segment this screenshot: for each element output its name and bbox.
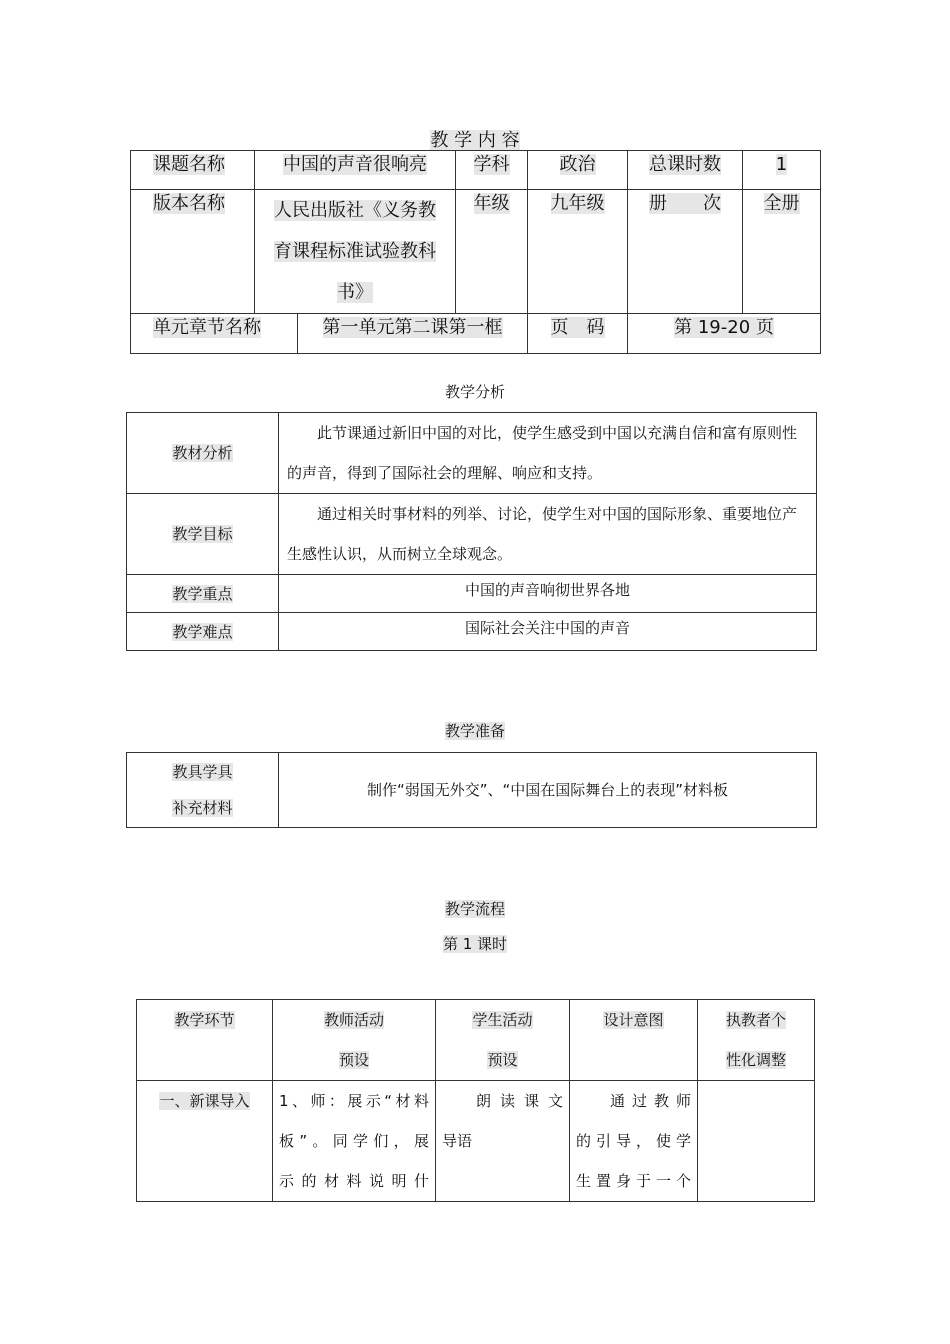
unit-label-cell: 单元章节名称 (131, 314, 298, 354)
edition-value-cell: 人民出版社《义务教 育课程标准试验教科 书》 (255, 190, 456, 314)
teacher-cell: 1、师：展示“材料 板”。同学们，展 示的材料说明什 (273, 1081, 436, 1202)
prep-title: 教学准备 (444, 722, 505, 740)
custom-cell (698, 1081, 815, 1202)
subject-value-cell: 政治 (528, 151, 628, 190)
table-row (127, 753, 817, 828)
topic-label-cell: 课题名称 (131, 151, 255, 190)
table-row (127, 494, 817, 575)
prep-label: 教具学具 补充材料 (127, 753, 279, 828)
row-label: 教学难点 (127, 613, 279, 651)
unit-value-cell: 第一单元第二课第一框 (298, 314, 528, 354)
row-label: 教学目标 (127, 494, 279, 575)
row-text: 此节课通过新旧中国的对比，使学生感受到中国以充满自信和富有原则性的声音，得到了国际社会的理解、响应和支持。 (279, 413, 817, 494)
student-cell: 朗读课文 导语 (436, 1081, 570, 1202)
intent-cell: 通过教师 的引导，使学 生置身于一个 (570, 1081, 698, 1202)
grade-value-cell: 九年级 (528, 190, 628, 314)
page-value-cell: 第 19-20 页 (628, 314, 821, 354)
row-text: 通过相关时事材料的列举、讨论，使学生对中国的国际形象、重要地位产生感性认识，从而树立全球观念。 (279, 494, 817, 575)
header-teacher: 教师活动 预设 (273, 1000, 436, 1081)
prep-table (126, 752, 817, 828)
session-label: 第 1 课时 (442, 935, 508, 953)
subject-label-cell: 学科 (456, 151, 528, 190)
table-row (127, 413, 817, 494)
row-label: 教材分析 (127, 413, 279, 494)
grade-label-cell: 年级 (456, 190, 528, 314)
total-hours-label-cell: 总课时数 (628, 151, 743, 190)
row-label: 教学重点 (127, 575, 279, 613)
analysis-title: 教学分析 (444, 383, 505, 401)
row-text: 中国的声音响彻世界各地 (279, 575, 817, 613)
row-text: 国际社会关注中国的声音 (279, 613, 817, 651)
header-stage: 教学环节 (137, 1000, 273, 1081)
overview-table (130, 150, 821, 354)
table-row (137, 1000, 815, 1081)
edition-label-cell: 版本名称 (131, 190, 255, 314)
analysis-table (126, 412, 817, 651)
header-custom: 执教者个 性化调整 (698, 1000, 815, 1081)
total-hours-value-cell: 1 (743, 151, 821, 190)
header-student: 学生活动 预设 (436, 1000, 570, 1081)
table-row (127, 575, 817, 613)
flow-table (136, 999, 815, 1202)
volume-value-cell: 全册 (743, 190, 821, 314)
header-intent: 设计意图 (570, 1000, 698, 1081)
table-row (127, 613, 817, 651)
table-row (137, 1081, 815, 1202)
flow-title: 教学流程 (444, 900, 505, 918)
doc-title: 教 学 内 容 (430, 130, 520, 151)
volume-label-cell: 册 次 (628, 190, 743, 314)
page-label-cell: 页 码 (528, 314, 628, 354)
stage-cell: 一、新课导入 (137, 1081, 273, 1202)
topic-value-cell: 中国的声音很响亮 (255, 151, 456, 190)
prep-text: 制作“弱国无外交”、“中国在国际舞台上的表现”材料板 (279, 753, 817, 828)
